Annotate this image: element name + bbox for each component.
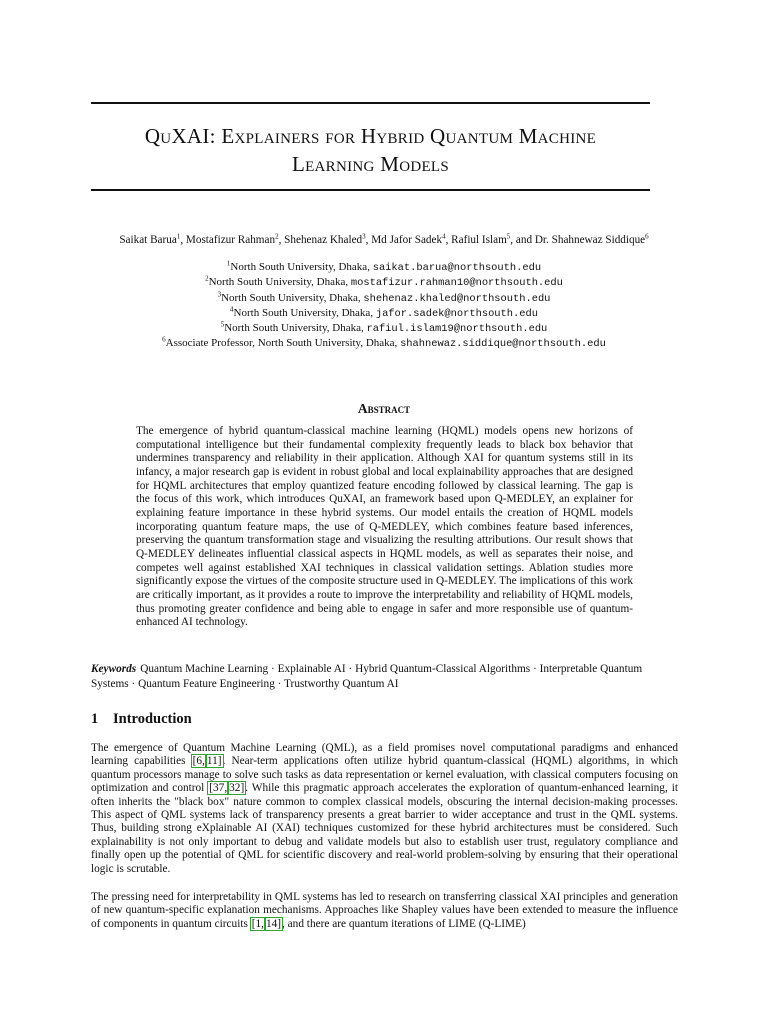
section-title: Introduction — [113, 711, 192, 727]
citation-link[interactable]: 32] — [229, 782, 245, 795]
affiliation: $^1$North South University, Dhaka, saikat.barua@northsouth.edu — [226, 259, 542, 274]
section-heading — [91, 711, 192, 728]
keywords-block — [91, 662, 673, 692]
affiliation: $^3$North South University, Dhaka, shehenaz.khaled@northsouth.edu — [217, 289, 551, 305]
title-bottom-rule — [91, 189, 650, 191]
title-top-rule — [91, 102, 650, 104]
citation-link[interactable]: 14] — [265, 917, 282, 930]
keywords-label: Keywords — [91, 663, 137, 675]
author: Mostafizur Rahman$^2$, — [185, 232, 285, 246]
affiliation-list — [60, 260, 708, 352]
author-list — [60, 232, 708, 248]
intro-paragraph-1: The emergence of Quantum Machine Learning (QML), as a field promises novel computational paradigms and enhanced learning capabilities [6, 11]. Near-term applications often utilize hybrid quantum-classical (HQML) algorithms, in which quantum processors manage to solve such tasks as data representation or kernel evaluation, with classical computers focusing on optimization and control [37, 32]. While this pragmatic approach accelerates the exploration of quantum-enhanced learning, it often inherits the "black box" nature common to complex classical models, obscuring the internal decision-making processes. This aspect of QML systems lack of transparency presents a great barrier to wider acceptance and trust in the QML systems. Thus, building strong eXplainable AI (XAI) techniques customized for these hybrid architectures must be considered. Such explainability is not only important to debug and validate models but also to establish user trust, regulatory compliance and finally open up the potential of QML for scientific discovery and real-world problem-solving by ensuring that their operational logic is scrutable. — [91, 742, 678, 875]
affiliation: $^5$North South University, Dhaka, rafiul.islam19@northsouth.edu — [220, 320, 548, 336]
section-number: 1 — [91, 711, 99, 727]
author: Shehenaz Khaled$^3$, — [284, 232, 372, 246]
citation-link[interactable]: [6, — [192, 755, 205, 768]
paper-title-line-1: QuXAI: Explainers for Hybrid Quantum Machine — [144, 124, 597, 148]
citation-link[interactable]: [1, — [251, 917, 264, 930]
abstract-heading: Abstract — [357, 401, 411, 416]
affiliation: $^4$North South University, Dhaka, jafor.sadek@northsouth.edu — [230, 305, 538, 320]
keywords-text: Quantum Machine Learning · Explainable AI · Hybrid Quantum-Classical Algorithms · Interpretable Quantum Systems · Quantum Feature Engineering · Trustworthy Quantum AI — [91, 663, 643, 690]
email-address[interactable]: shehenaz.khaled@northsouth.edu — [363, 292, 551, 305]
author: Rafiul Islam$^5$, and — [451, 232, 535, 246]
email-address[interactable]: jafor.sadek@northsouth.edu — [375, 307, 538, 320]
email-address[interactable]: saikat.barua@northsouth.edu — [372, 262, 542, 274]
author: Md Jafor Sadek$^4$, — [371, 232, 452, 246]
abstract-text: The emergence of hybrid quantum-classical machine learning (HQML) models opens new horizons of computational intelligence but their fundamental complexity frequently leads to black box behavior that undermines transparency and reliability in their application. Although XAI for quantum systems still in its infancy, a major research gap is evident in robust global and local explainability approaches that are designed for HQML architectures that employ quantized feature encoding followed by classical learning. The gap is the focus of this work, which introduces QuXAI, an framework based upon Q-MEDLEY, an explainer for explaining feature importance in these hybrid systems. Our model entails the creation of HQML models incorporating quantum feature maps, the use of Q-MEDLEY, which combines feature based inferences, preserving the quantum transformation stage and visualizing the resulting attributions. Our result shows that Q-MEDLEY delineates influential classical aspects in HQML models, as well as separates their noise, and competes well against established XAI techniques in classical validation settings. Ablation studies more significantly expose the virtues of the composite structure used in Q-MEDLEY. The implications of this work are critically important, as it provides a route to improve the interpretability and reliability of HQML models, thus promoting greater confidence and being able to engage in safer and more responsible use of quantum-enhanced AI technology. — [136, 425, 633, 629]
author: Saikat Barua$^1$, — [119, 232, 186, 246]
citation-link[interactable]: [37, — [209, 782, 228, 795]
affiliation: $^2$North South University, Dhaka, mostafizur.rahman10@northsouth.edu — [205, 274, 563, 290]
affiliation: $^6$Associate Professor, North South University, Dhaka, shahnewaz.siddique@northsouth.edu — [162, 335, 606, 351]
intro-paragraph-2: The pressing need for interpretability in QML systems has led to research on transferring classical XAI principles and generation of new quantum-specific explanation mechanisms. Approaches like Shapley values have been extended to measure the influence of components in quantum circuits [1, 14], and there are quantum iterations of LIME (Q-LIME) — [91, 891, 678, 930]
email-address[interactable]: rafiul.islam19@northsouth.edu — [366, 323, 548, 336]
citation-link[interactable]: 11] — [206, 755, 222, 768]
author: Dr. Shahnewaz Siddique$^6$ — [534, 232, 649, 246]
email-address[interactable]: mostafizur.rahman10@northsouth.edu — [350, 277, 563, 290]
email-address[interactable]: shahnewaz.siddique@northsouth.edu — [400, 338, 606, 351]
paper-title-line-2: Learning Models — [291, 152, 450, 176]
